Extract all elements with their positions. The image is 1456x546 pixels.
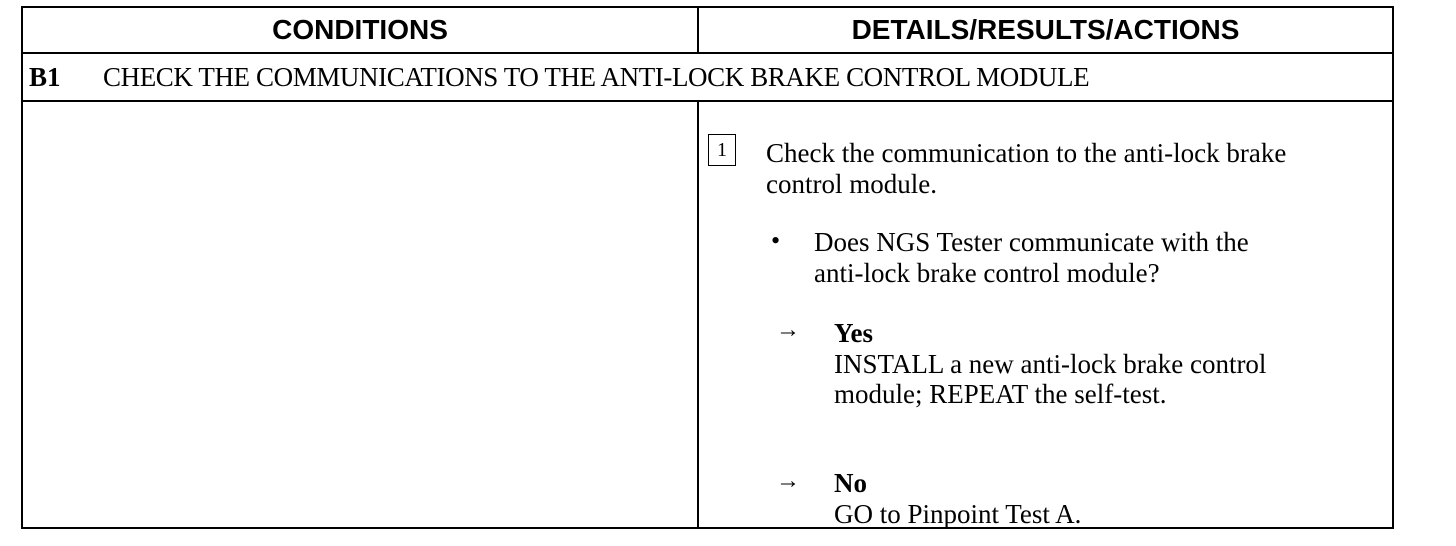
instruction-line-2: control module. — [766, 169, 937, 199]
no-label: No — [834, 468, 867, 498]
details-header: DETAILS/RESULTS/ACTIONS — [851, 14, 1240, 45]
yes-action-line-2: module; REPEAT the self-test. — [834, 379, 1167, 409]
step-id: B1 — [29, 61, 61, 92]
step-number-box: 1 — [708, 134, 736, 166]
step-title: CHECK THE COMMUNICATIONS TO THE ANTI-LOCK BRAKE CONTROL MODULE — [103, 61, 1090, 92]
yes-arrow-icon: → — [776, 317, 800, 343]
diagnostic-table — [21, 6, 1394, 529]
no-arrow-icon: → — [776, 468, 800, 494]
conditions-header: CONDITIONS — [23, 8, 699, 52]
yes-action-line-1: INSTALL a new anti-lock brake control — [834, 349, 1267, 379]
question-line-1: Does NGS Tester communicate with the — [814, 227, 1249, 257]
bullet-icon: • — [771, 226, 781, 255]
column-divider — [697, 102, 699, 527]
header-row — [23, 8, 1392, 54]
no-action: GO to Pinpoint Test A. — [834, 499, 1082, 529]
instruction-line-1: Check the communication to the anti-lock brake — [766, 138, 1287, 168]
yes-label: Yes — [834, 318, 873, 348]
step-title-row — [23, 54, 1392, 102]
question-line-2: anti-lock brake control module? — [814, 258, 1160, 288]
